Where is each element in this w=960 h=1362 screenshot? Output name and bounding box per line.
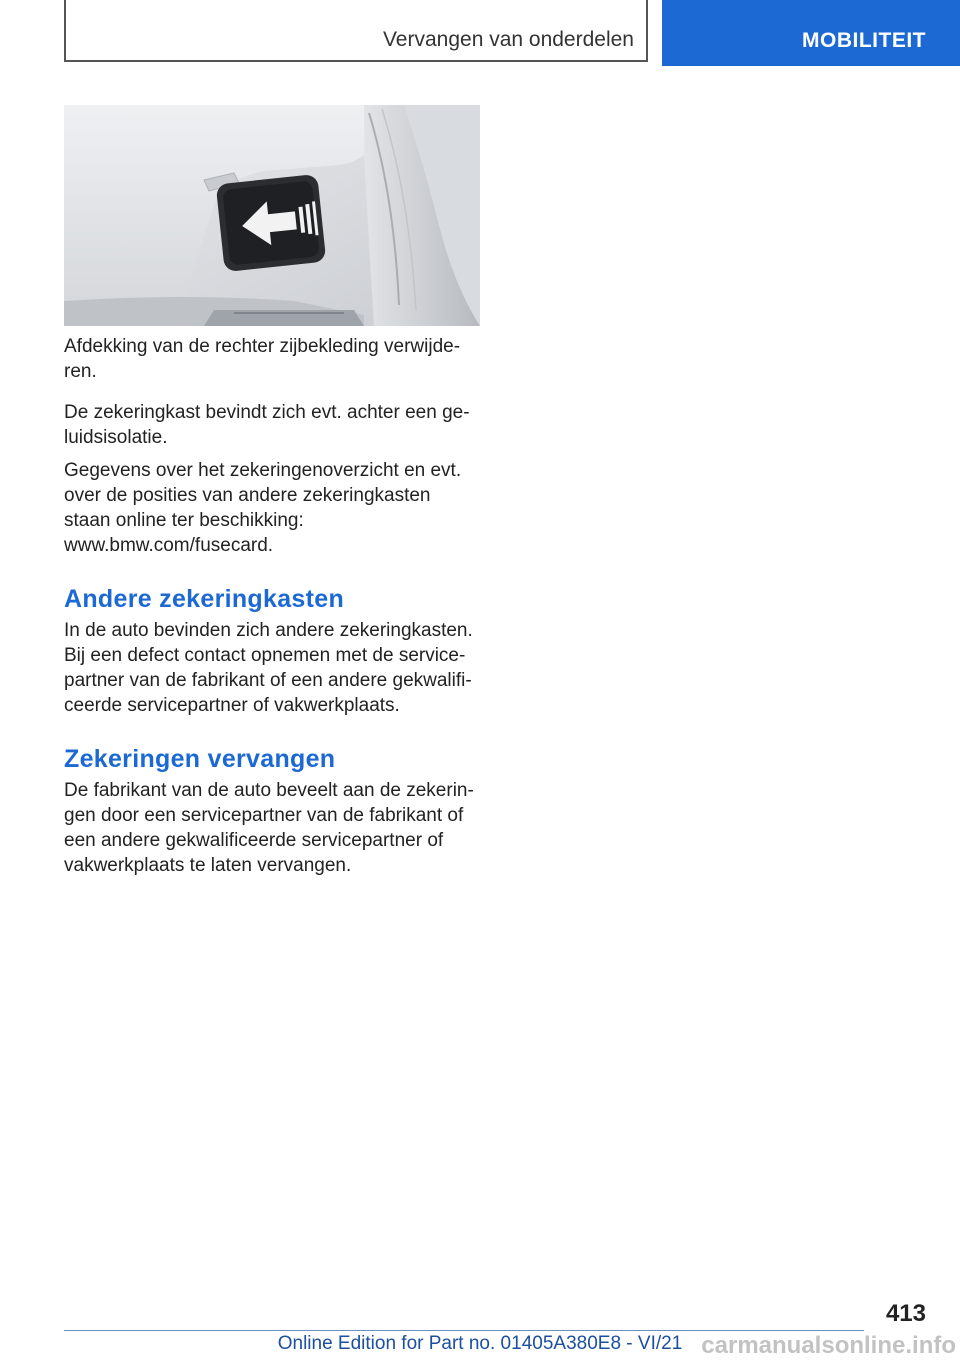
section-title-box	[64, 0, 648, 62]
page-number: 413	[885, 1300, 926, 1327]
figure-caption: Afdekking van de rechter zijbekleding verwijde-ren.	[64, 336, 461, 382]
footer-edition: Online Edition for Part no. 01405A380E8 - VI/21	[277, 1333, 683, 1354]
watermark: carmanualsonline.info	[701, 1332, 956, 1359]
trim-panel-illustration	[64, 105, 480, 326]
heading-other-fuse-boxes: Andere zekeringkasten	[64, 585, 345, 613]
paragraph-fusecard: Gegevens over het zekeringenoverzicht en evt. over de posities van andere zekeringkasten staan online ter beschikking: www.bmw.com/fusecard.	[64, 460, 462, 556]
heading-replace-fuses: Zekeringen vervangen	[64, 745, 336, 773]
chapter-tab	[662, 0, 960, 66]
footer-divider	[64, 1330, 864, 1331]
paragraph-sound-insulation: De zekeringkast bevindt zich evt. achter een ge-luidsisolatie.	[64, 402, 470, 448]
paragraph-replace-fuses: De fabrikant van de auto beveelt aan de zekerin-gen door een servicepartner van de fabrikant of een andere gekwalificeerde servicepartner of vakwerkplaats te laten vervangen.	[64, 780, 474, 876]
section-title: Vervangen van onderdelen	[382, 28, 634, 51]
chapter-tab-label: MOBILITEIT	[802, 29, 926, 52]
paragraph-other-fuse-boxes: In de auto bevinden zich andere zekeringkasten. Bij een defect contact opnemen met de service-partner van de fabrikant of een andere gekwalifi-ceerde servicepartner of vakwerkplaats.	[64, 620, 473, 716]
page-header	[0, 0, 960, 66]
page-content	[64, 334, 482, 878]
